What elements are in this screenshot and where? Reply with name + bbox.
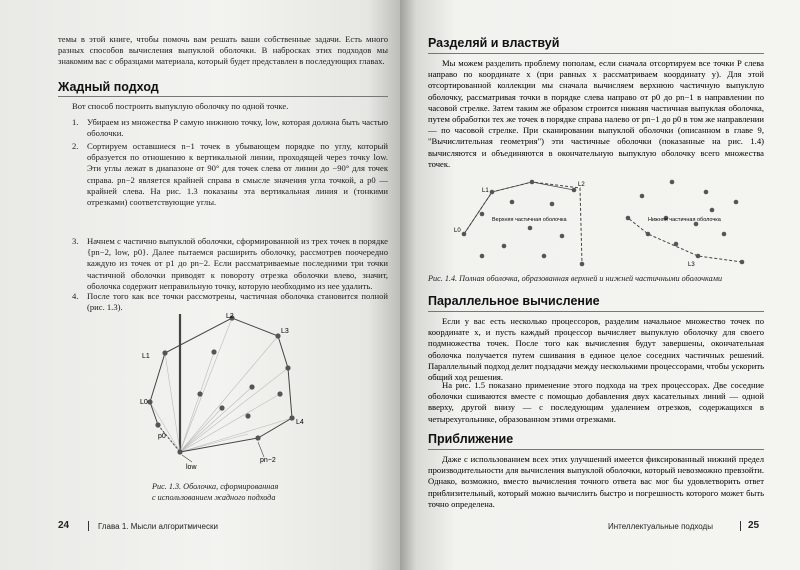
parallel-paragraph-2: На рис. 1.5 показано применение этого подхода на трех процессорах. Две соседние оболочки сшиваются вместе с помощью добавления двух касательных линий — одной вверху, другой внизу — с последующим удалением отрезков, содержащихся в четырехугольнике, образованном этими отрезками. — [428, 380, 764, 424]
caption-line-2: с использованием жадного подхода — [152, 492, 276, 502]
greedy-heading-wrap — [58, 80, 388, 94]
list-number: 3. — [72, 236, 79, 246]
hull-points — [147, 315, 294, 454]
upper-hull-label: Верхняя частичная оболочка — [492, 217, 567, 223]
label-low: low — [186, 464, 197, 471]
list-item — [72, 117, 388, 139]
chapter-title: Глава 1. Мысли алгоритмически — [98, 522, 218, 531]
label-l3: L3 — [688, 262, 695, 268]
heading-rule — [58, 96, 388, 97]
upper-hull-path — [464, 182, 582, 264]
list-item — [72, 141, 388, 208]
list-number: 4. — [72, 291, 79, 301]
figure-1-4-caption: Рис. 1.4. Полная оболочка, образованная верхней и нижней частичными оболочками — [428, 274, 723, 283]
page-number-left: 24 — [58, 520, 70, 531]
upper-hull-arrows — [464, 182, 574, 234]
angle-lines — [150, 318, 292, 452]
label-p0: p0 — [158, 433, 166, 440]
figure-1-3-caption — [152, 482, 352, 503]
page-number-right: 25 — [748, 520, 760, 531]
list-number: 1. — [72, 117, 79, 127]
list-item — [72, 236, 388, 292]
list-text: Сортируем оставшиеся n−1 точек в убывающем порядке по углу, который образуется по отношению к вертикальной линии, проходящей через точку low. Эти углы лежат в диапазоне от 90° для точек слева от линии до −90° для точек справа. pn−2 является крайней справа в смысле значения угла точкой, а p0 — крайней слева. На рис. 1.3 показаны эта вертикальная линия и (тонкими отрезками) соответствующие углы. — [87, 141, 388, 208]
book-title-footer: Интеллектуальные подходы — [608, 522, 713, 531]
list-item — [72, 291, 388, 313]
label-l1: L1 — [142, 353, 150, 360]
hull-path — [150, 318, 292, 452]
label-l2: L2 — [578, 182, 585, 188]
label-l2: L2 — [226, 313, 234, 320]
right-footer — [748, 520, 759, 531]
divide-hull-figure — [452, 172, 752, 270]
approx-paragraph: Даже с использованием всех этих улучшений имеется фиксированный нижний предел производительности для вычисления выпуклой оболочки, который невозможно превзойти. Однако, возможно, вместо вычисления точного ответа вас мог бы удовлетворить ответ приблизительный, который можно вычислить быстро и погрешность которого может быть точно определена. — [428, 454, 764, 509]
label-l0: L0 — [454, 228, 461, 234]
left-footer — [58, 520, 69, 531]
label-l1: L1 — [482, 188, 489, 194]
greedy-heading: Жадный подход — [58, 80, 159, 94]
heading-rule — [428, 53, 764, 54]
divide-heading-wrap — [428, 36, 764, 50]
list-number: 2. — [72, 141, 79, 151]
lower-hull-label: Нижняя частичная оболочка — [648, 217, 721, 223]
label-l4: L4 — [296, 419, 304, 426]
parallel-heading-wrap — [428, 294, 764, 308]
list-text: Начнем с частично выпуклой оболочки, сформированной из трех точек в порядке {pn−2, low, p0}. Далее пытаемся расширить оболочку, рассмотрев поочередно каждую из точек от p1 до pn−2. Если рассматриваемые последними три точки частичной оболочки приводят к повороту отрезка оболочки влево, значит, оболочка содержит неправильную точку, которую необходимо из нее удалить. — [87, 236, 388, 291]
caption-line-1: Рис. 1.3. Оболочка, сформированная — [152, 482, 279, 491]
label-pn2: pn−2 — [260, 457, 276, 464]
footer-separator — [740, 521, 741, 531]
label-l0: L0 — [140, 399, 148, 406]
approx-heading-wrap — [428, 432, 764, 446]
heading-rule — [428, 449, 764, 450]
list-text: После того как все точки рассмотрены, частичная оболочка становится полной (рис. 1.3). — [87, 291, 388, 313]
parallel-paragraph: Если у вас есть несколько процессоров, разделим начальное множество точек по координате x, и пусть каждый процессор вычисляет выпуклую оболочку для своего подмножества точек. После того как вычисления будут завершены, окончательная оболочка получается путем сшивания в единое целое соседних частичных решений. Параллельный подход делит подзадачи между несколькими процессорами, чтобы ускорить общий ход решения. — [428, 316, 764, 383]
list-text: Убираем из множества P самую нижнюю точку, low, которая должна быть частью оболочки. — [87, 117, 388, 139]
label-l3: L3 — [281, 328, 289, 335]
greedy-hull-figure — [130, 312, 330, 477]
upper-points — [462, 180, 585, 267]
intro-paragraph: темы в этой книге, чтобы помочь вам решать ваши собственные задачи. Есть много разных способов вычисления выпуклой оболочки. В набросках этих подходов мы знакомим вас с образцами материала, который будет представлен в последующих главах. — [58, 34, 388, 67]
approx-heading: Приближение — [428, 432, 514, 446]
heading-rule — [428, 311, 764, 312]
footer-separator — [88, 521, 89, 531]
divide-heading: Разделяй и властвуй — [428, 36, 560, 50]
parallel-heading: Параллельное вычисление — [428, 294, 600, 308]
lower-hull-path — [628, 218, 742, 262]
divide-paragraph: Мы можем разделить проблему пополам, если сначала отсортируем все точки P слева направо по координате x (при равных x рассматриваем координату y). Для этой отсортированной коллекции мы сначала вычисляем верхнюю частичную выпуклую оболочку, рассматривая точки в порядке слева направо от p0 до pn−1 в направлении по часовой стрелке. Затем таким же образом строится нижняя частичная выпуклая оболочка, путем обработки тех же точек в порядке справа налево от pn−1 до p0 в том же направлении — по часовой стрелке. При сканировании выпуклой оболочки (описанном в главе 9, "Вычислительная геометрия") эти частичные оболочки (показанные на рис. 1.4) вычисляются и объединяются в окончательную выпуклую оболочку всего множества точек. — [428, 58, 764, 169]
lead-paragraph: Вот способ построить выпуклую оболочку по одной точке. — [72, 101, 289, 111]
